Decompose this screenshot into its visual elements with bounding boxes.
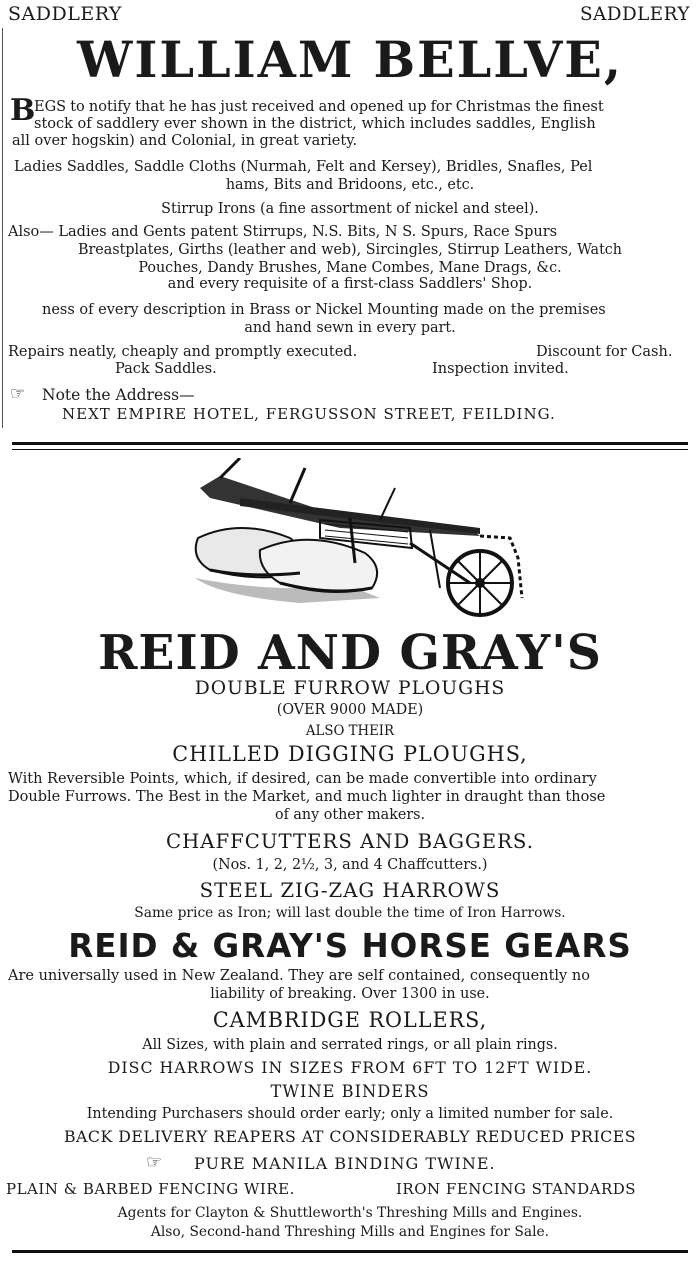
ladies-line-2: hams, Bits and Bridoons, etc., etc.: [225, 177, 475, 193]
stirrup-line: Stirrup Irons (a fine assortment of nickel and steel).: [161, 201, 539, 217]
ladies-line-1: Ladies Saddles, Saddle Cloths (Nurmah, Felt and Kersey), Bridles, Snafles, Pel: [14, 159, 593, 175]
pointing-hand-icon: ☞: [10, 384, 26, 404]
agents-line: Agents for Clayton & Shuttleworth's Threshing Mills and Engines.: [117, 1205, 583, 1221]
intro-line-1: EGS to notify that he has just received and opened up for Christmas the finest: [34, 99, 604, 115]
ness-line-1: ness of every description in Brass or Nickel Mounting made on the premises: [42, 302, 606, 318]
intending-purchasers-line: Intending Purchasers should order early; only a limited number for sale.: [86, 1106, 614, 1122]
bottom-rule: [12, 1250, 688, 1253]
horse-gears-heading: REID & GRAY'S HORSE GEARS: [68, 926, 632, 965]
back-delivery-line: BACK DELIVERY REAPERS AT CONSIDERABLY REDUCED PRICES: [63, 1127, 637, 1146]
double-furrow-line: DOUBLE FURROW PLOUGHS: [194, 677, 506, 699]
pack-saddles-line: Pack Saddles.: [115, 361, 217, 377]
zigzag-harrows-line: STEEL ZIG-ZAG HARROWS: [199, 878, 501, 902]
address-line: NEXT EMPIRE HOTEL, FERGUSSON STREET, FEILDING.: [62, 405, 556, 423]
ness-line-2: and hand sewn in every part.: [244, 320, 456, 336]
advertiser-name: WILLIAM BELLVE,: [77, 30, 623, 89]
chaffcutter-numbers-line: (Nos. 1, 2, 2½, 3, and 4 Chaffcutters.): [212, 857, 488, 873]
universally-used-line-1: Are universally used in New Zealand. They are self contained, consequently no: [8, 968, 590, 984]
plough-illustration: [180, 458, 530, 618]
divider-rule-thin: [12, 449, 688, 450]
fencing-standards-line: IRON FENCING STANDARDS: [396, 1180, 637, 1198]
pointing-hand-icon-2: ☞: [146, 1152, 163, 1173]
manila-twine-line: PURE MANILA BINDING TWINE.: [194, 1154, 496, 1173]
also-line-2: Breastplates, Girths (leather and web), Sircingles, Stirrup Leathers, Watch: [77, 242, 623, 258]
saddlery-label-left: SADDLERY: [8, 3, 122, 25]
inspection-line: Inspection invited.: [432, 361, 569, 377]
also-line-1: Also— Ladies and Gents patent Stirrups, N.S. Bits, N S. Spurs, Race Spurs: [8, 224, 558, 240]
drop-cap: B: [10, 93, 36, 128]
fencing-wire-line: PLAIN & BARBED FENCING WIRE.: [6, 1180, 295, 1198]
discount-line: Discount for Cash.: [536, 344, 673, 360]
twine-binders-line: TWINE BINDERS: [270, 1082, 430, 1101]
left-margin-rule: [2, 28, 3, 428]
also-line-4: and every requisite of a first-class Saddlers' Shop.: [167, 276, 533, 292]
intro-line-3: all over hogskin) and Colonial, in great variety.: [12, 133, 358, 149]
also-their-line: ALSO THEIR: [305, 723, 395, 739]
reversible-line-2: Double Furrows. The Best in the Market, and much lighter in draught than those: [8, 789, 606, 805]
reversible-line-3: of any other makers.: [274, 807, 426, 823]
intro-line-2: stock of saddlery ever shown in the district, which includes saddles, English: [34, 116, 596, 132]
also-line-3: Pouches, Dandy Brushes, Mane Combes, Mane Drags, &c.: [138, 260, 562, 276]
reid-gray-title: REID AND GRAY'S: [98, 625, 602, 681]
note-address-label: Note the Address—: [42, 386, 195, 404]
repairs-line: Repairs neatly, cheaply and promptly executed.: [8, 344, 358, 360]
chilled-ploughs-line: CHILLED DIGGING PLOUGHS,: [172, 742, 528, 766]
saddlery-label-right: SADDLERY: [580, 3, 691, 25]
cambridge-rollers-line: CAMBRIDGE ROLLERS,: [212, 1008, 488, 1032]
same-price-line: Same price as Iron; will last double the time of Iron Harrows.: [134, 905, 566, 921]
chaffcutters-line: CHAFFCUTTERS AND BAGGERS.: [166, 829, 534, 853]
over-made-line: (OVER 9000 MADE): [276, 702, 424, 718]
all-sizes-line: All Sizes, with plain and serrated rings, or all plain rings.: [142, 1037, 558, 1053]
divider-rule-thick: [12, 442, 688, 445]
second-hand-line: Also, Second-hand Threshing Mills and Engines for Sale.: [150, 1224, 550, 1240]
reversible-line-1: With Reversible Points, which, if desired, can be made convertible into ordinary: [8, 771, 597, 787]
universally-used-line-2: liability of breaking. Over 1300 in use.: [210, 986, 490, 1002]
disc-harrows-line: DISC HARROWS IN SIZES FROM 6FT TO 12FT WIDE.: [107, 1058, 593, 1077]
